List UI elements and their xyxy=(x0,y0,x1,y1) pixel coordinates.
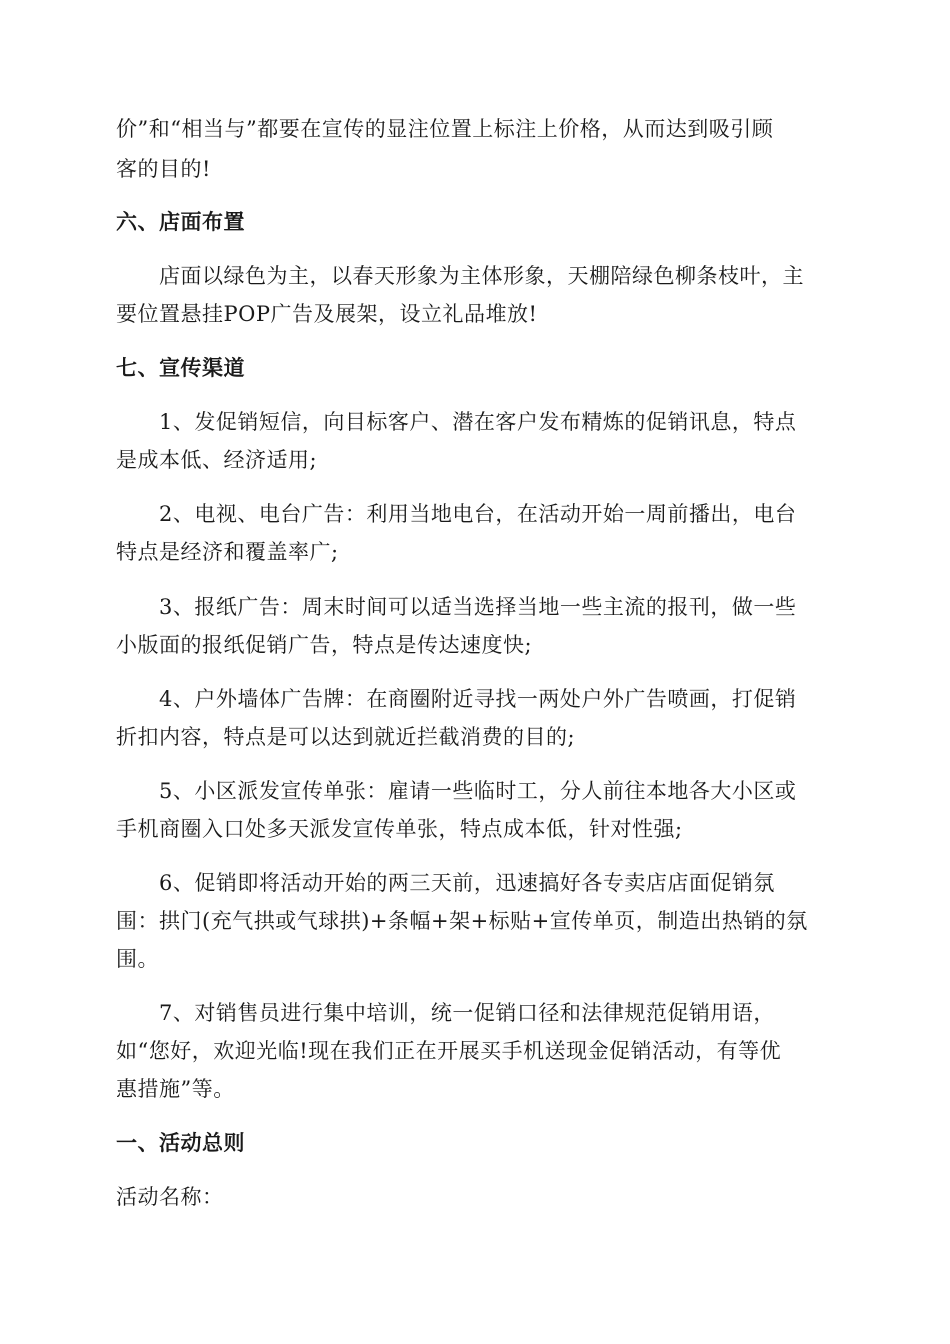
list-item-line: 6、促销即将活动开始的两三天前，迅速搞好各专卖店店面促销氛 xyxy=(116,871,775,895)
list-item-line: 3、报纸广告：周末时间可以适当选择当地一些主流的报刊，做一些 xyxy=(116,595,797,619)
list-item-line: 围。 xyxy=(116,947,159,971)
list-item-line: 1、发促销短信，向目标客户、潜在客户发布精炼的促销讯息，特点 xyxy=(116,410,797,434)
list-item-line: 折扣内容，特点是可以达到就近拦截消费的目的; xyxy=(116,725,576,749)
list-item-line: 围：拱门(充气拱或气球拱)+条幅+架+标贴+宣传单页，制造出热销的氛 xyxy=(116,909,808,933)
list-item-line: 惠措施”等。 xyxy=(116,1077,235,1101)
list-item-line: 小版面的报纸促销广告，特点是传达速度快; xyxy=(116,633,533,657)
list-item-line: 7、对销售员进行集中培训，统一促销口径和法律规范促销用语， xyxy=(116,1001,775,1025)
paragraph-line: 要位置悬挂POP广告及展架，设立礼品堆放! xyxy=(116,302,538,326)
paragraph-line: 客的目的! xyxy=(116,157,211,181)
paragraph-line: 店面以绿色为主，以春天形象为主体形象，天棚陪绿色柳条枝叶，主 xyxy=(116,264,804,288)
section-heading-general-rules: 一、活动总则 xyxy=(116,1131,245,1155)
section-heading-store-layout: 六、店面布置 xyxy=(116,210,245,234)
list-item-line: 4、户外墙体广告牌：在商圈附近寻找一两处户外广告喷画，打促销 xyxy=(116,687,797,711)
list-item-line: 2、电视、电台广告：利用当地电台，在活动开始一周前播出，电台 xyxy=(116,502,797,526)
list-item-line: 手机商圈入口处多天派发宣传单张，特点成本低，针对性强; xyxy=(116,817,683,841)
list-item-line: 是成本低、经济适用; xyxy=(116,448,318,472)
paragraph-line: 活动名称： xyxy=(116,1185,224,1209)
list-item-line: 特点是经济和覆盖率广; xyxy=(116,540,339,564)
list-item-line: 如“您好，欢迎光临!现在我们正在开展买手机送现金促销活动，有等优 xyxy=(116,1039,782,1063)
paragraph-line: 价”和“相当与”都要在宣传的显注位置上标注上价格，从而达到吸引顾 xyxy=(116,117,774,141)
section-heading-promotion-channels: 七、宣传渠道 xyxy=(116,356,245,380)
list-item-line: 5、小区派发宣传单张：雇请一些临时工，分人前往本地各大小区或 xyxy=(116,779,797,803)
